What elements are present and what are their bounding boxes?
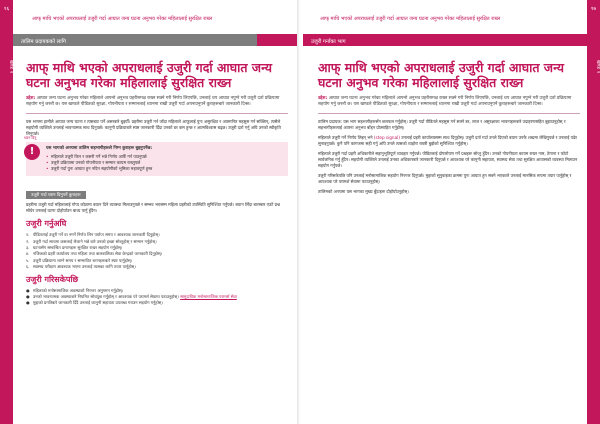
callout-item: • उजुरी प्रक्रियामा उनको गोपनीयता र सम्मान कायम राख्नुपर्छ bbox=[46, 160, 282, 166]
left-section-bar-label: तालिम प्रदायकको लागि bbox=[21, 39, 66, 45]
right-content bbox=[318, 60, 580, 199]
list-item: ४. नजिकको प्रहरी कार्यालय तथा महिला तथा बालबालिका सेवा केन्द्रको जानकारी दिनुहोस्। bbox=[26, 251, 163, 257]
right-paragraph-5: तालिमको अन्त्यमा यस भागका मुख्य बुँदाहरू दोहोर्याउनुहोस्। bbox=[318, 189, 409, 195]
callout-intro: यस भागको अन्त्यमा तालिम सहभागीहरूले निम्न कुराहरू बुझ्नुपर्नेछ: bbox=[46, 146, 153, 152]
left-paragraph-1: यस भागमा हामीले आघात जन्य घटना र त्यसबाट पर्ने असरबारे बुझ्यौँ। प्रहरीमा उजुरी गर्न जाँदा महिलाले आफूलाई पुनः असुरक्षित र अपमानित महसुस गर्न सक्छिन्, त्यसैले सहयोगी व्यक्तिले उनलाई भावनात्मक साथ दिनुपर्छ। कानुनी प्रक्रियाबारे स्पष्ट जानकारी दिँदा उनको डर कम हुन्छ र आत्मविश्वास बढ्छ। उजुरी दर्ता गर्नु अघि उनको स्वीकृति लिनुपर्छ। bbox=[26, 119, 281, 137]
callout-item: • महिलाले उजुरी किन र कसरी गर्ने भन्ने निर्णय आफैँ गर्न पाउनुपर्छ bbox=[46, 154, 282, 160]
left-paragraph-2: प्रहरीमा उजुरी गर्दा महिलालाई गोप्य कोठामा बयान दिने व्यवस्था मिलाउनुपर्छ र सम्भव भएसम्म महिला प्रहरीको उपस्थिति सुनिश्चित गर्नुपर्छ। बयान लिँदा बारम्बार एउटै प्रश्न सोधेर उनलाई घटना दोहोर्याउन बाध्य पार्नु हुँदैन। bbox=[26, 202, 281, 214]
right-highlight: (step signal) bbox=[373, 135, 400, 141]
right-section-bar-label: उजुरी गर्नाका भाग bbox=[311, 39, 346, 45]
subheading-after: उजुरी गरिसकेपछि bbox=[26, 273, 79, 284]
callout-icon-label: ध्यान दिनु bbox=[24, 136, 37, 141]
left-side-label: खण्ड २ bbox=[8, 60, 13, 74]
list-item: १. पीडितलाई उजुरी गर्ने वा नगर्ने निर्णय लिन पर्याप्त समय र आवश्यक जानकारी दिनुहोस्। bbox=[26, 232, 160, 238]
list-item: ५. उजुरी प्रक्रियामा लाग्ने समय र सम्भावित चरणहरूबारे स्पष्ट पार्नुहोस्। bbox=[26, 257, 133, 263]
steps-before-list bbox=[26, 232, 288, 269]
left-section-bar-accent bbox=[257, 34, 297, 46]
list-item: २. उजुरी गर्दा साथमा कसलाई लैजाने भन्ने बारे उनको इच्छा सोध्नुहोस् र सम्मान गर्नुहोस्। bbox=[26, 238, 157, 244]
left-page-title: आफ् माथि भएको अपराधलाई उजुरी गर्दा आघात जन्य घटना अनुभव गरेका महिलालाई सुरक्षित राख्न bbox=[26, 60, 273, 90]
right-paragraph-3: महिलाले उजुरी गर्दा प्रहरी अधिकारीले सहानुभूतिपूर्ण व्यवहार गर्नुपर्छ। पीडितलाई दोषारोपण गर्ने प्रश्नहरू सोध्नु हुँदैन। उनको गोपनीयता कायम राख्न नाम, ठेगाना र फोटो सार्वजनिक गर्नु हुँदैन। सहयोगी व्यक्तिले उनलाई उनका अधिकारबारे जानकारी दिनुपर्छ र आवश्यक परे कानुनी सहायता, स्वास्थ्य सेवा तथा सुरक्षित आवासको व्यवस्था मिलाउन सहयोग गर्नुपर्छ। bbox=[318, 151, 578, 169]
right-running-header: आफ् माथि भएको अपराधलाई उजुरी गर्दा आघात जन्य घटना अनुभव गरेका महिलालाई सुरक्षित राख्न bbox=[320, 16, 501, 22]
counseling-link[interactable]: सामुदायिक मनोसामाजिक परामर्श सेवा bbox=[180, 293, 237, 299]
list-item: ● मुद्दाको प्रगतिबारे जानकारी दिँदै उनलाई कानुनी सहायता उपलब्ध गराउन सहयोग गर्नुहोस्। bbox=[26, 300, 163, 306]
left-section-bar bbox=[13, 34, 297, 46]
right-divider bbox=[318, 113, 580, 114]
left-page-number: १६ bbox=[3, 6, 10, 12]
callout-list bbox=[46, 154, 282, 172]
left-summary bbox=[26, 96, 288, 108]
exclamation-icon: ! bbox=[24, 144, 40, 160]
right-summary bbox=[318, 96, 580, 108]
list-item: ● उनको भावनात्मक अवस्थाबारे नियमित सोधपुछ गर्नुहोस् र आवश्यक परे परामर्श सेवामा पठाउनुहोस्। सामुदायिक मनोसामाजिक परामर्श सेवा bbox=[26, 293, 237, 299]
right-page-title: आफ् माथि भएको अपराधलाई उजुरी गर्दा आघात जन्य घटना अनुभव गरेका महिलालाई सुरक्षित राख्न bbox=[318, 60, 565, 90]
right-paragraph-2: महिलाले उजुरी गर्ने निर्णय लिइन् भने (step signal) उनलाई प्रहरी कार्यालयसम्म साथ दिनुहोस्। उजुरी दर्ता गर्दा उनले दिएको बयान उनकै शब्दमा लेखिनुपर्छ र उनलाई पढेर सुनाइनुपर्छ। कुनै पनि कागजमा सही गर्नु अघि उनले त्यसको व्यहोरा राम्ररी बुझेको सुनिश्चित गर्नुहोस्। bbox=[318, 135, 578, 147]
left-running-header: आफ् माथि भएको अपराधलाई उजुरी गर्दा आघात जन्य घटना अनुभव गरेका महिलालाई सुरक्षित राख्न bbox=[32, 16, 213, 22]
right-page-number: १७ bbox=[590, 6, 597, 12]
left-callout-box bbox=[24, 136, 288, 176]
list-item: ६. स्वास्थ्य परीक्षण आवश्यक भएमा उनलाई त्यसका लागि तयार पार्नुहोस्। bbox=[26, 263, 136, 269]
list-item: ● महिलाको मनोसामाजिक अवस्थाको निरन्तर अनुगमन गर्नुहोस्। bbox=[26, 287, 124, 293]
left-divider bbox=[26, 113, 288, 114]
left-summary-lead: उद्देश: bbox=[26, 96, 36, 101]
left-sub-bar: उजुरी गर्दा ध्यान दिनुपर्ने कुराहरू bbox=[26, 191, 86, 199]
left-content bbox=[26, 60, 288, 307]
subheading-before: उजुरी गर्नुअघि bbox=[26, 218, 67, 229]
right-page bbox=[300, 0, 600, 424]
right-paragraph-1: तालिम प्रदायक: यस भाग सहभागीहरूसँग छलफल गर्नुहोस्। उजुरी गर्दा पीडितले महसुस गर्न सक्ने डर, लाज र असुरक्षाका भावनाहरूबारे उदाहरणसहित बुझाउनुहोस् र सहभागीहरूलाई आफ्ना अनुभव बाँड्न प्रोत्साहित गर्नुहोस्। bbox=[318, 119, 566, 131]
left-summary-text: आघात जन्य घटना अनुभव गरेका महिलाले आफ्नो अनुभव प्रहरीसमक्ष राख्न सक्ने गरी निर्णय लिएपछि, उनलाई थप आघात नपुग्ने गरी उजुरी दर्ता प्रक्रियामा सहयोग गर्नु जरुरी छ। यस खण्डले पीडितको सुरक्षा, गोपनीयता र सम्मानलाई ध्यानमा राखी उजुरी गर्दा अपनाउनुपर्ने कुराहरूबारे जानकारी दिन्छ। bbox=[26, 96, 280, 108]
right-summary-text: आघात जन्य घटना अनुभव गरेका महिलाले आफ्नो अनुभव प्रहरीसमक्ष राख्न सक्ने गरी निर्णय लिएपछि, उनलाई थप आघात नपुग्ने गरी उजुरी दर्ता प्रक्रियामा सहयोग गर्नु जरुरी छ। यस खण्डले पीडितको सुरक्षा, गोपनीयता र सम्मानलाई ध्यानमा राखी उजुरी गर्दा अपनाउनुपर्ने कुराहरूबारे जानकारी दिन्छ। bbox=[318, 96, 572, 108]
steps-after-list bbox=[26, 288, 288, 306]
list-item: ३. घटनासँग सम्बन्धित प्रमाणहरू सुरक्षित राख्न सहयोग गर्नुहोस्। bbox=[26, 245, 123, 250]
right-summary-lead: उद्देश: bbox=[318, 96, 328, 101]
right-section-bar bbox=[303, 34, 587, 46]
right-side-label: खण्ड २ bbox=[595, 60, 600, 74]
callout-item: • उजुरी गर्दा पुनः आघात हुन नदिन सहयोगीको भूमिका महत्वपूर्ण हुन्छ bbox=[46, 166, 282, 172]
right-paragraph-4: उजुरी गरिसकेपछि पनि उनलाई मनोसामाजिक सहयोग निरन्तर दिनुपर्छ। मुद्दाको सुनुवाइका क्रममा पुनः आघात हुन सक्ने भएकाले उनलाई मानसिक रूपमा तयार पार्नुहोस् र आवश्यक परे परामर्श सेवामा पठाउनुहोस्। bbox=[318, 173, 572, 185]
